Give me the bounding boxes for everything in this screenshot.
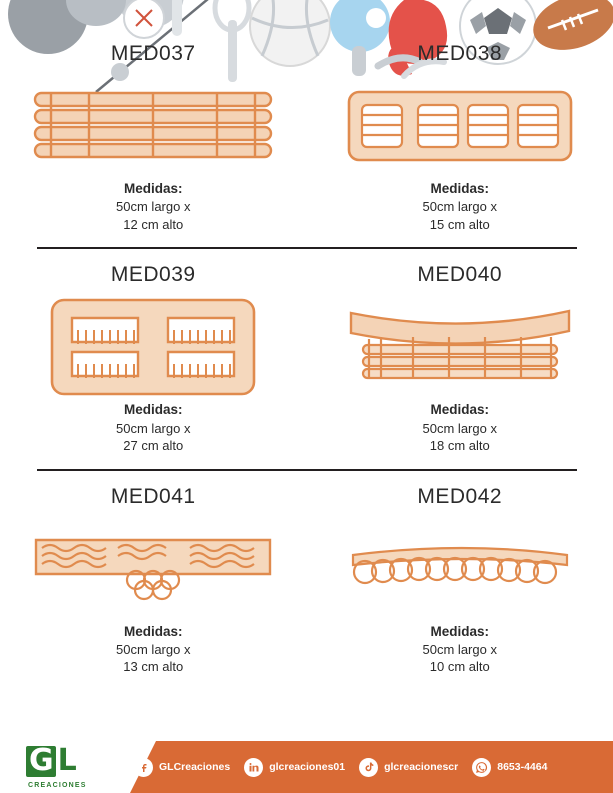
product-code: MED041 <box>110 484 196 508</box>
measurement-height: 18 cm alto <box>429 438 490 454</box>
social-links <box>134 741 547 793</box>
measurement-length: 50cm largo x <box>116 199 191 215</box>
measurements <box>116 401 190 454</box>
measurements-label: Medidas: <box>430 402 489 418</box>
row-divider <box>37 469 577 471</box>
social-whatsapp[interactable] <box>472 758 547 777</box>
measurements-label: Medidas: <box>430 623 489 639</box>
medal-hanger-4-bars-rounded-icon <box>29 72 277 180</box>
measurements-label: Medidas: <box>430 181 489 196</box>
facebook-handle: GLCreaciones <box>159 761 231 773</box>
measurements-label: Medidas: <box>123 623 183 639</box>
facebook-icon <box>134 758 153 777</box>
measurements-label: Medidas: <box>123 402 183 418</box>
social-tiktok[interactable] <box>359 758 458 777</box>
measurement-length: 50cm largo x <box>422 420 497 436</box>
measurement-height: 15 cm alto <box>429 216 490 232</box>
measurement-length: 50cm largo x <box>116 420 191 436</box>
measurement-height: 27 cm alto <box>123 438 184 454</box>
measurement-height: 12 cm alto <box>123 216 184 232</box>
measurement-length: 50cm largo x <box>422 641 497 657</box>
linkedin-icon <box>244 758 263 777</box>
product-code: MED042 <box>417 484 503 508</box>
tiktok-icon <box>359 758 378 777</box>
medal-hanger-frame-pegs-icon <box>50 293 256 401</box>
medal-hanger-waves-rings-icon <box>32 515 274 623</box>
measurements <box>423 401 497 454</box>
measurement-length: 50cm largo x <box>422 199 497 215</box>
medal-hanger-curved-top-bars-icon <box>347 293 573 401</box>
product-cell-med042[interactable] <box>307 479 613 676</box>
measurements <box>423 623 497 676</box>
product-row <box>0 257 613 454</box>
footer-logo-area <box>0 741 130 793</box>
measurements <box>116 180 190 233</box>
logo-subtext: CREACIONES <box>28 782 87 789</box>
whatsapp-icon <box>472 758 491 777</box>
product-code: MED039 <box>110 263 196 287</box>
product-row <box>0 479 613 676</box>
product-cell-med040[interactable] <box>307 257 613 454</box>
product-row <box>0 36 613 233</box>
whatsapp-number: 8653-4464 <box>497 761 548 773</box>
product-code: MED038 <box>417 42 503 65</box>
medal-hanger-4-panels-icon <box>346 72 574 180</box>
footer-bar <box>0 741 613 793</box>
medal-hanger-chain-rings-icon <box>347 515 573 623</box>
product-code: MED040 <box>417 263 503 287</box>
linkedin-handle: glcreaciones01 <box>269 761 346 773</box>
row-divider <box>37 247 577 249</box>
product-cell-med037[interactable] <box>0 36 307 233</box>
measurement-length: 50cm largo x <box>116 641 191 657</box>
tiktok-handle: glcreacionescr <box>384 761 459 773</box>
product-cell-med038[interactable] <box>307 36 613 233</box>
measurement-height: 10 cm alto <box>429 659 490 675</box>
product-code: MED037 <box>110 42 196 65</box>
measurements <box>116 623 190 676</box>
product-cell-med041[interactable] <box>0 479 307 676</box>
measurement-height: 13 cm alto <box>123 659 184 675</box>
product-cell-med039[interactable] <box>0 257 307 454</box>
brand-logo <box>26 743 87 789</box>
social-facebook[interactable] <box>134 758 230 777</box>
product-grid <box>0 36 613 676</box>
measurements <box>423 180 497 233</box>
measurements-label: Medidas: <box>123 181 183 196</box>
social-linkedin[interactable] <box>244 758 345 777</box>
logo-text: G L <box>26 746 76 777</box>
